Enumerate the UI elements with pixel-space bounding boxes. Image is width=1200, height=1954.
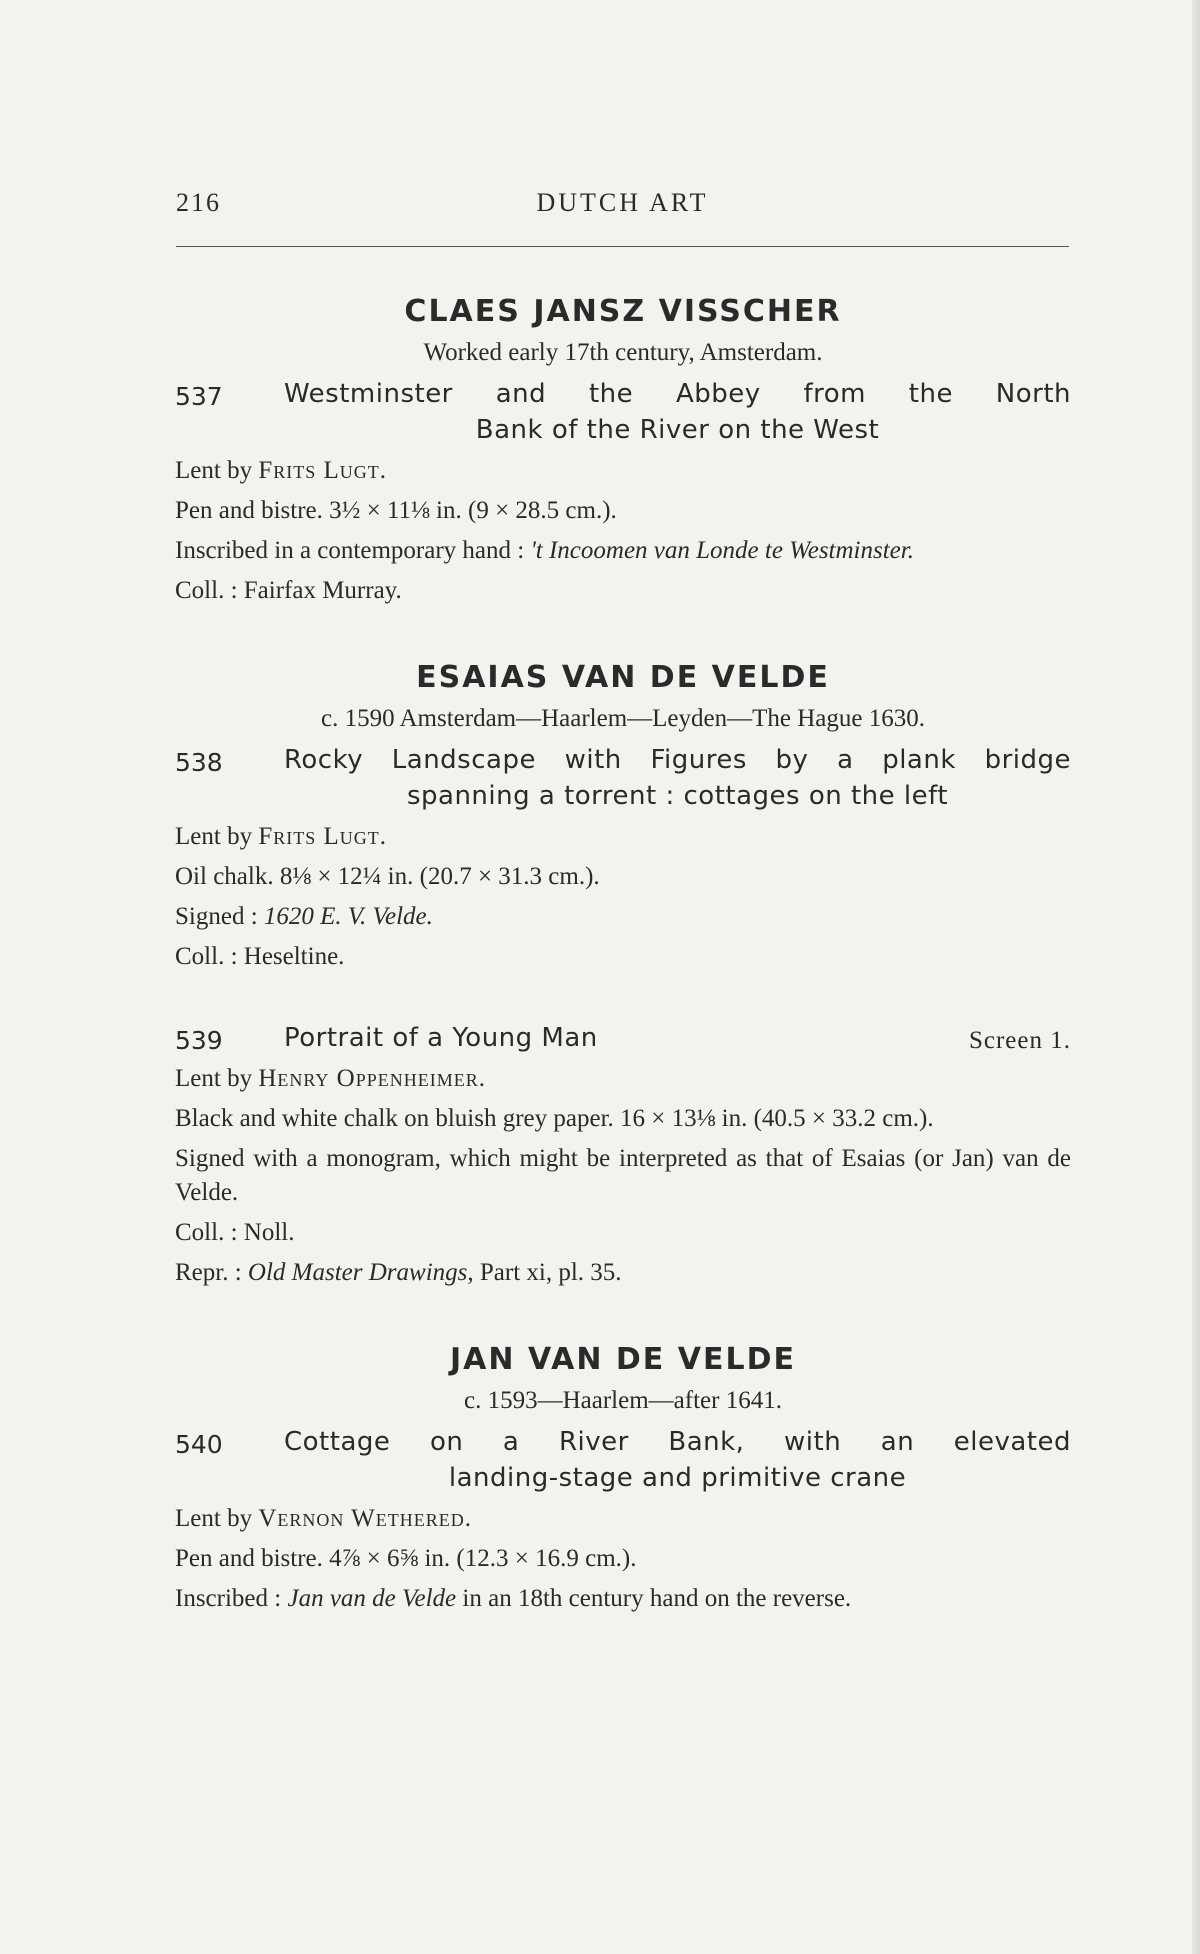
running-title: DUTCH ART	[536, 188, 709, 217]
lender-line	[175, 1502, 1071, 1536]
collection-line: Coll. : Fairfax Murray.	[175, 577, 402, 604]
inscription-text: Jan van de Velde	[287, 1585, 457, 1612]
lender-line	[175, 454, 1071, 488]
header-rule	[176, 246, 1069, 247]
signature-text: 1620 E. V. Velde.	[263, 903, 433, 930]
medium-line: Oil chalk. 8⅛ × 12¼ in. (20.7 × 31.3 cm.).	[175, 863, 600, 890]
lender-line	[175, 820, 1071, 854]
entry-title-line: Bank of the River on the West	[475, 415, 880, 445]
entry-heading	[175, 1424, 1071, 1496]
entry-title	[284, 1424, 1071, 1496]
artist-section-esaias	[175, 656, 1071, 974]
screen-note: Screen 1.	[968, 1027, 1071, 1054]
entry-title-line: Westminster and the Abbey from the North	[284, 379, 1071, 409]
entry-number: 540	[175, 1430, 223, 1459]
entry-title	[284, 376, 1071, 448]
entry-number: 539	[175, 1026, 223, 1055]
inscription-line	[175, 534, 1071, 568]
lent-prefix: Lent by	[175, 457, 259, 484]
medium-line: Pen and bistre. 3½ × 11⅛ in. (9 × 28.5 cm.).	[175, 497, 617, 524]
inscription-text: 't Incoomen van Londe te Westminster.	[530, 537, 914, 564]
entry-539	[175, 1020, 1071, 1290]
medium-line: Pen and bistre. 4⅞ × 6⅝ in. (12.3 × 16.9 cm.).	[175, 1545, 637, 1572]
lender-name: Frits Lugt.	[258, 823, 388, 850]
collection-line: Coll. : Noll.	[175, 1219, 295, 1246]
entry-title-line: landing-stage and primitive crane	[448, 1463, 907, 1493]
entry-heading	[175, 376, 1071, 448]
artist-dates: c. 1590 Amsterdam—Haarlem—Leyden—The Hague 1630.	[321, 705, 925, 732]
artist-name: ESAIAS VAN DE VELDE	[416, 660, 830, 695]
section-gap	[175, 608, 1071, 656]
artist-dates: c. 1593—Haarlem—after 1641.	[464, 1387, 782, 1414]
artist-dates: Worked early 17th century, Amsterdam.	[423, 339, 823, 366]
inscribed-prefix: Inscribed in a contemporary hand :	[175, 537, 531, 564]
inscribed-suffix: in an 18th century hand on the reverse.	[456, 1585, 852, 1612]
entry-heading	[175, 742, 1071, 814]
repr-suffix: , Part xi, pl. 35.	[467, 1259, 622, 1286]
section-gap	[175, 1290, 1071, 1338]
signed-prefix: Signed :	[175, 903, 264, 930]
inscription-line	[175, 1582, 1071, 1616]
entry-title	[284, 742, 1071, 814]
medium-line: Black and white chalk on bluish grey paper. 16 × 13⅛ in. (40.5 × 33.2 cm.).	[175, 1105, 934, 1132]
lender-name: Henry Oppenheimer.	[258, 1065, 486, 1092]
entry-heading	[175, 1020, 1071, 1056]
signature-line	[175, 900, 1071, 934]
page-number: 216	[176, 188, 221, 217]
entry-number: 537	[175, 382, 223, 411]
running-head	[176, 188, 1069, 224]
artist-name: CLAES JANSZ VISSCHER	[404, 294, 842, 329]
artist-name: JAN VAN DE VELDE	[450, 1342, 796, 1377]
artist-section-jan	[175, 1338, 1071, 1616]
entry-title-line: spanning a torrent : cottages on the left	[406, 781, 949, 811]
lender-name: Vernon Wethered.	[258, 1505, 473, 1532]
artist-section-visscher	[175, 290, 1071, 608]
lender-name: Frits Lugt.	[258, 457, 388, 484]
repr-title: Old Master Drawings	[247, 1259, 468, 1286]
section-gap	[175, 974, 1071, 1014]
lent-prefix: Lent by	[175, 1505, 259, 1532]
entry-title: Portrait of a Young Man	[284, 1023, 598, 1053]
entry-number: 538	[175, 748, 223, 777]
page-edge-shadow	[1192, 0, 1200, 1954]
lent-prefix: Lent by	[175, 1065, 259, 1092]
lender-line	[175, 1062, 1071, 1096]
repr-prefix: Repr. :	[175, 1259, 248, 1286]
entry-title-line: Cottage on a River Bank, with an elevated	[284, 1427, 1071, 1457]
collection-line: Coll. : Heseltine.	[175, 943, 345, 970]
inscribed-prefix: Inscribed :	[175, 1585, 288, 1612]
signature-line: Signed with a monogram, which might be interpreted as that of Esaias (or Jan) van de Velde.	[175, 1145, 1071, 1206]
catalogue-content	[175, 290, 1071, 1616]
lent-prefix: Lent by	[175, 823, 259, 850]
entry-title-line: Rocky Landscape with Figures by a plank bridge	[284, 745, 1071, 775]
reproduction-line	[175, 1256, 1071, 1290]
